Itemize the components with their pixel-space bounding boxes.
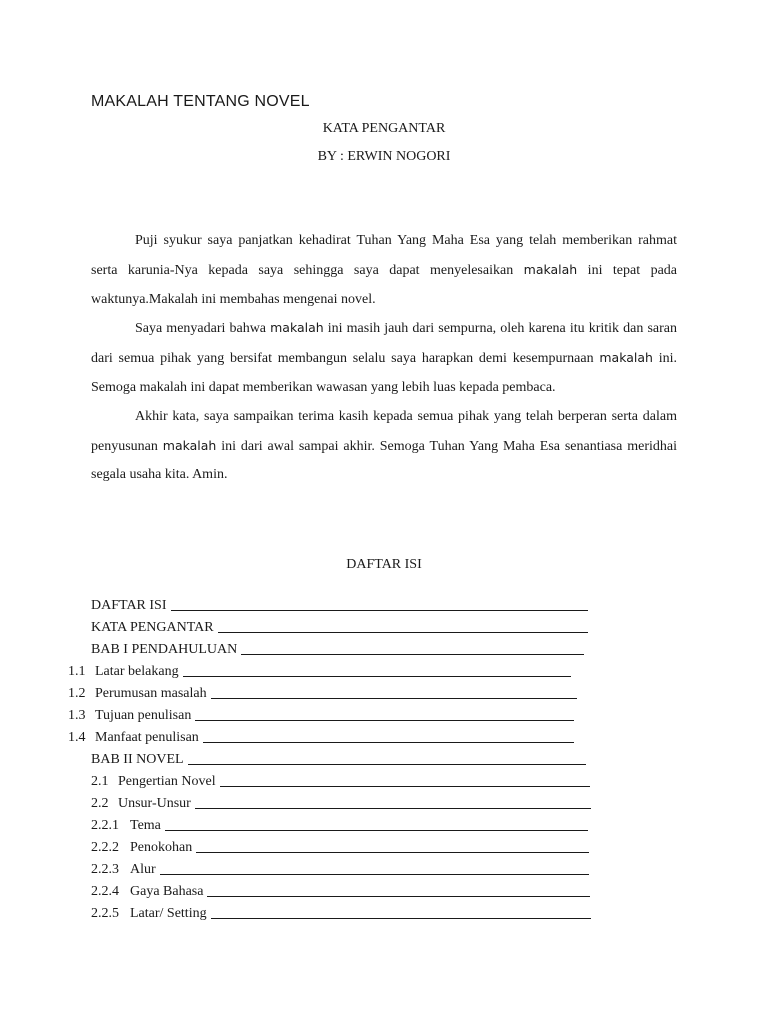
toc-entry: 2.2.2 Penokohan	[91, 835, 589, 856]
toc-heading: DAFTAR ISI	[346, 557, 422, 572]
section-title-preface: KATA PENGANTAR	[322, 121, 446, 136]
toc-leader-line	[195, 720, 574, 721]
preface-paragraph-3: Akhir kata, saya sampaikan terima kasih kepada semua pihak yang telah berperan serta dalam penyusunan makalah ini dari awal sampai akhir. Semoga Tuhan Yang Maha Esa senantiasa meridhai segala usaha kita. Amin.	[91, 408, 677, 483]
toc-leader-line	[160, 874, 589, 875]
toc-entry: 2.2 Unsur-Unsur	[91, 791, 591, 812]
preface-paragraph-2: Saya menyadari bahwa makalah ini masih jauh dari sempurna, oleh karena itu kritik dan saran dari semua pihak yang bersifat membangun selalu saya harapkan demi kesempurnaan makalah ini. Semoga makalah ini dapat memberikan wawasan yang lebih luas kepada pembaca.	[91, 320, 678, 395]
toc-leader-line	[196, 852, 589, 853]
toc-entry: BAB II NOVEL	[91, 747, 586, 768]
keyword-makalah: makalah	[599, 350, 653, 366]
toc-leader-line	[211, 918, 591, 919]
preface-body	[91, 227, 677, 490]
document-title: MAKALAH TENTANG NOVEL	[91, 93, 310, 110]
toc-leader-line	[188, 764, 586, 765]
toc-leader-line	[207, 896, 590, 897]
keyword-makalah: makalah	[270, 320, 324, 336]
toc-leader-line	[171, 610, 589, 611]
toc-leader-line	[241, 654, 584, 655]
toc-entry: 2.2.1 Tema	[91, 813, 588, 834]
toc-leader-line	[195, 808, 591, 809]
toc-entry: 2.2.5 Latar/ Setting	[91, 901, 591, 922]
toc-entry: 2.2.3 Alur	[91, 857, 589, 878]
toc-leader-line	[220, 786, 590, 787]
author-line: BY : ERWIN NOGORI	[317, 149, 451, 164]
toc-leader-line	[203, 742, 574, 743]
toc-leader-line	[183, 676, 571, 677]
toc-entry: 1.2 Perumusan masalah	[68, 681, 577, 702]
toc-entry: 1.1 Latar belakang	[68, 659, 571, 680]
keyword-makalah: makalah	[162, 437, 217, 453]
toc-leader-line	[211, 698, 577, 699]
toc-entry: KATA PENGANTAR	[91, 615, 588, 636]
toc-entry: 1.3 Tujuan penulisan	[68, 703, 574, 724]
keyword-makalah: makalah	[523, 261, 578, 277]
toc-entry: BAB I PENDAHULUAN	[91, 637, 584, 658]
preface-paragraph-1: Puji syukur saya panjatkan kehadirat Tuhan Yang Maha Esa yang telah memberikan rahmat serta karunia-Nya kepada saya sehingga saya dapat menyelesaikan makalah ini tepat pada waktunya.Makalah ini membahas mengenai novel.	[91, 233, 677, 307]
toc-entry: 1.4 Manfaat penulisan	[68, 725, 574, 746]
toc-entry: 2.2.4 Gaya Bahasa	[91, 879, 590, 900]
toc-entry: 2.1 Pengertian Novel	[91, 769, 590, 790]
toc-leader-line	[165, 830, 588, 831]
toc-entry: DAFTAR ISI	[91, 593, 588, 614]
toc-leader-line	[218, 632, 588, 633]
